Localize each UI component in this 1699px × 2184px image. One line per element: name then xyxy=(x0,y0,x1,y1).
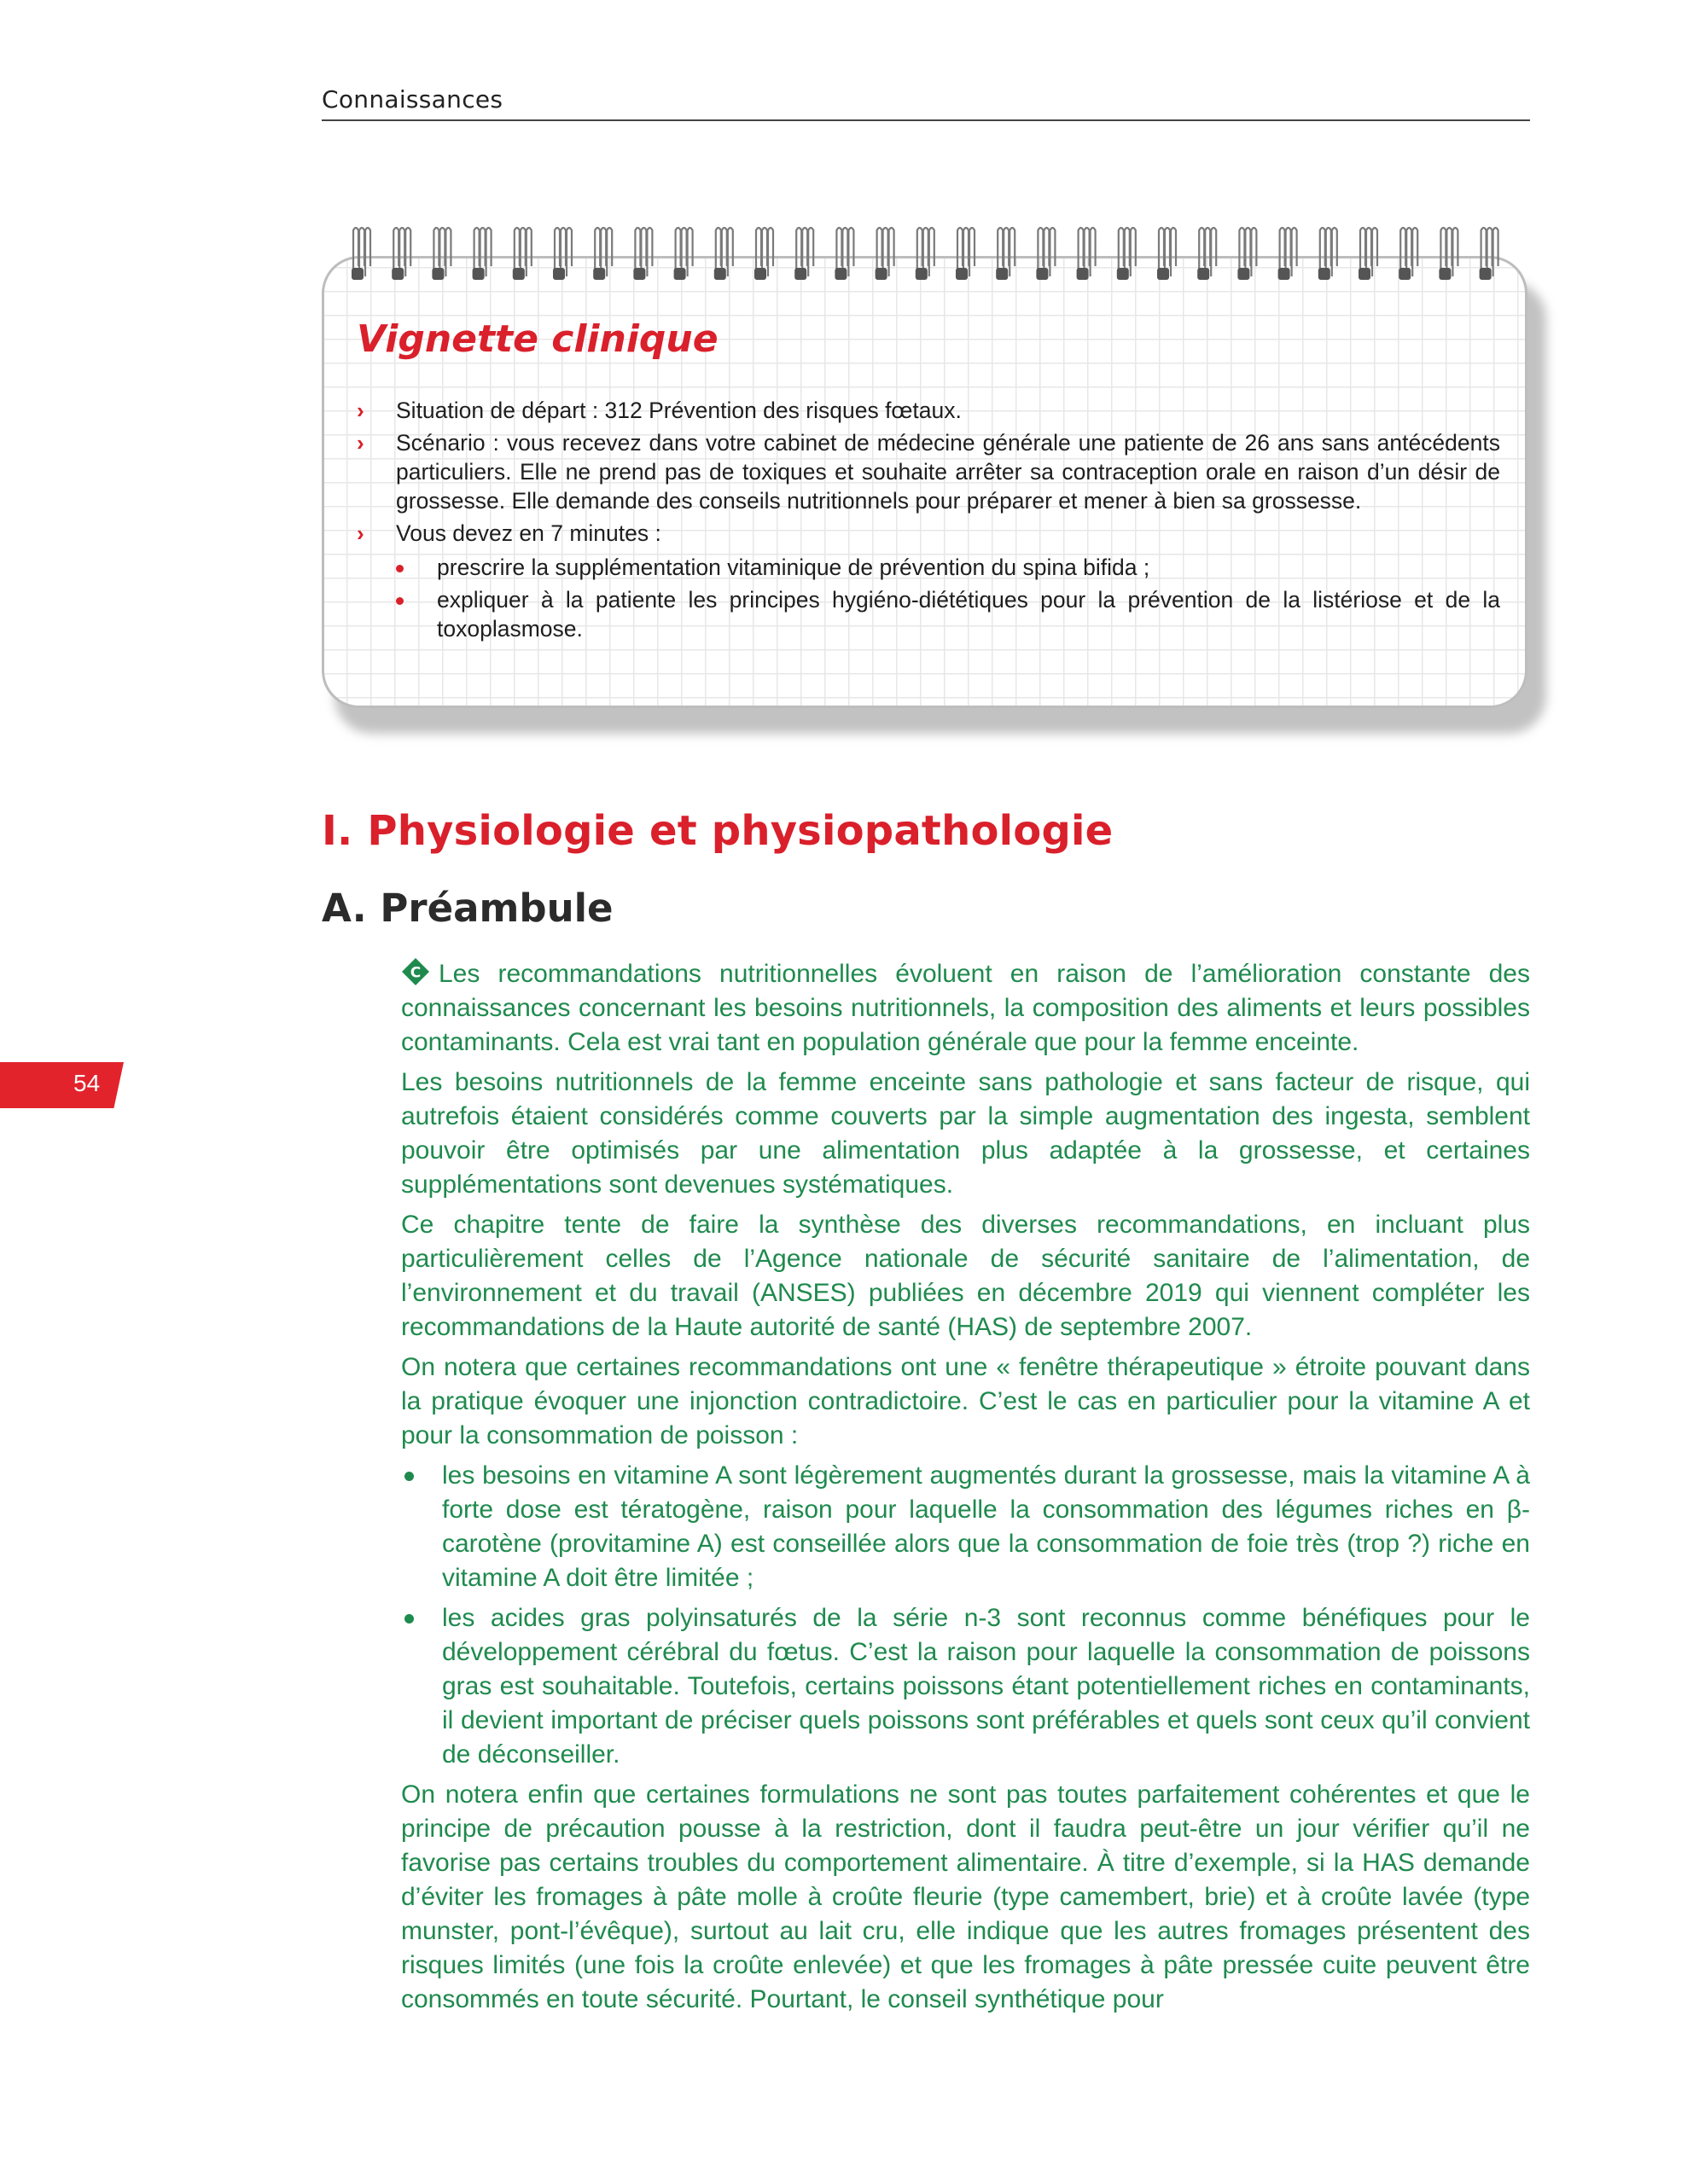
spiral-ring-icon xyxy=(996,228,1015,280)
paragraph-text: Les recommandations nutritionnelles évoluent en raison de l’amélioration constante des connaissances concernant les besoins nutritionnels, la composition des aliments et leurs possibles contaminants. Cela est vrai tant en population générale que pour la femme enceinte. xyxy=(401,960,1530,1056)
spiral-ring-icon xyxy=(835,228,853,280)
vignette-item-text: Scénario : vous recevez dans votre cabinet de médecine générale une patiente de 26 ans sans antécédents particuliers. Elle ne prend pas de toxiques et souhaite arrêter sa contraception orale en raison d’un désir de grossesse. Elle demande des conseils nutritionnels pour préparer et mener à bien sa grossesse. xyxy=(396,430,1500,514)
spiral-ring-icon xyxy=(633,228,652,280)
bullet-item xyxy=(401,1601,1530,1772)
page-number-tab xyxy=(0,1062,124,1108)
spiral-ring-icon xyxy=(1359,228,1377,280)
paragraph: Ce chapitre tente de faire la synthèse des diverses recommandations, en incluant plus particulièrement celles de l’Agence nationale de sécurité sanitaire de l’alimentation, de l’environnement et du travail (ANSES) publiées en décembre 2019 qui viennent compléter les recommandations de la Haute autorité de santé (HAS) de septembre 2007. xyxy=(401,1211,1530,1341)
vignette-title: Vignette clinique xyxy=(357,317,719,361)
spiral-ring-icon xyxy=(794,228,813,280)
bullet-dot-icon xyxy=(404,1472,414,1481)
spiral-ring-icon xyxy=(1036,228,1055,280)
vignette-item xyxy=(357,519,1500,643)
vignette-subitem xyxy=(396,553,1500,582)
spiral-ring-icon xyxy=(392,228,410,280)
spiral-ring-icon xyxy=(876,228,894,280)
vignette-subitem-text: prescrire la supplémentation vitaminique de prévention du spina bifida ; xyxy=(437,555,1150,580)
spiral-ring-icon xyxy=(1399,228,1417,280)
bullet-text: les acides gras polyinsaturés de la série n-3 sont reconnus comme bénéfiques pour le développement cérébral du fœtus. C’est la raison pour laquelle la consommation de poissons gras est souhaitable. Toutefois, certains poissons étant potentiellement riches en contaminants, il devient important de préciser quels poissons sont préférables et quels sont ceux qu’il convient de déconseiller. xyxy=(442,1604,1530,1769)
bullet-list xyxy=(401,1459,1530,1772)
vignette-item xyxy=(357,396,1500,425)
subsection-heading: A. Préambule xyxy=(322,886,614,931)
spiral-ring-icon xyxy=(714,228,733,280)
page-number: 54 xyxy=(73,1070,101,1096)
vignette-list xyxy=(357,396,1500,647)
spiral-ring-icon xyxy=(1318,228,1337,280)
vignette-subitem-text: expliquer à la patiente les principes hygiéno-diététiques pour la prévention de la listériose et de la toxoplasmose. xyxy=(437,587,1500,642)
spiral-binding xyxy=(348,224,1509,292)
spiral-ring-icon xyxy=(553,228,572,280)
level-c-badge-icon xyxy=(401,957,430,986)
body-text xyxy=(401,957,1530,2023)
vignette-item-text: Vous devez en 7 minutes : xyxy=(396,520,661,546)
spiral-ring-icon xyxy=(956,228,975,280)
spiral-ring-icon xyxy=(593,228,612,280)
spiral-ring-icon xyxy=(1439,228,1458,280)
spiral-ring-icon xyxy=(916,228,934,280)
spiral-ring-icon xyxy=(513,228,532,280)
paragraph: On notera que certaines recommandations ont une « fenêtre thérapeutique » étroite pouvant dans la pratique évoquer une injonction contradictoire. C’est le cas en particulier pour la vitamine A et pour la consommation de poisson : xyxy=(401,1353,1530,1449)
spiral-ring-icon xyxy=(1157,228,1176,280)
bullet-text: les besoins en vitamine A sont légèrement augmentés durant la grossesse, mais la vitamine A à forte dose est tératogène, raison pour laquelle la consommation des légumes riches en β-carotène (provitamine A) est conseillée alors que la consommation de foie très (trop ?) riche en vitamine A doit être limitée ; xyxy=(442,1461,1530,1592)
vignette-item xyxy=(357,428,1500,515)
chevron-right-icon: › xyxy=(357,398,364,423)
spiral-ring-icon xyxy=(1278,228,1297,280)
vignette-item-text: Situation de départ : 312 Prévention des risques fœtaux. xyxy=(396,398,962,423)
vignette-sublist xyxy=(396,553,1500,643)
spiral-ring-icon xyxy=(1480,228,1498,280)
running-head: Connaissances xyxy=(322,85,503,113)
badge-letter: C xyxy=(410,964,422,982)
spiral-ring-icon xyxy=(1077,228,1096,280)
paragraph xyxy=(401,957,1530,1060)
bullet-dot-icon xyxy=(396,565,404,572)
paragraph: On notera enfin que certaines formulations ne sont pas toutes parfaitement cohérentes et que le principe de précaution pousse à la restriction, dont il faudra peut-être un jour vérifier qu’il ne favorise pas certains troubles du comportement alimentaire. À titre d’exemple, si la HAS demande d’éviter les fromages à pâte molle à croûte fleurie (type camembert, brie) et à croûte lavée (type munster, pont-l’évêque), surtout au lait cru, elle indique que les autres fromages présentent des risques limités (une fois la croûte enlevée) et que les fromages à pâte pressée cuite peuvent être consommés en toute sécurité. Pourtant, le conseil synthétique pour xyxy=(401,1780,1530,2013)
spiral-ring-icon xyxy=(1117,228,1136,280)
header-rule xyxy=(322,119,1530,121)
section-heading: I. Physiologie et physiopathologie xyxy=(322,807,1114,855)
spiral-ring-icon xyxy=(674,228,693,280)
paragraph: Les besoins nutritionnels de la femme enceinte sans pathologie et sans facteur de risque, qui autrefois étaient considérés comme couverts par la simple augmentation des ingesta, semblent pouvoir être optimisés par une alimentation plus adaptée à la grossesse, et certaines supplémentations sont devenues systématiques. xyxy=(401,1068,1530,1199)
spiral-ring-icon xyxy=(1237,228,1256,280)
chevron-right-icon: › xyxy=(357,520,364,546)
bullet-dot-icon xyxy=(404,1614,414,1623)
spiral-ring-icon xyxy=(754,228,773,280)
spiral-ring-icon xyxy=(473,228,492,280)
bullet-dot-icon xyxy=(396,597,404,605)
chevron-right-icon: › xyxy=(357,430,364,456)
vignette-subitem xyxy=(396,585,1500,643)
bullet-item xyxy=(401,1459,1530,1595)
spiral-ring-icon xyxy=(432,228,451,280)
spiral-ring-icon xyxy=(1197,228,1216,280)
spiral-ring-icon xyxy=(352,228,370,280)
